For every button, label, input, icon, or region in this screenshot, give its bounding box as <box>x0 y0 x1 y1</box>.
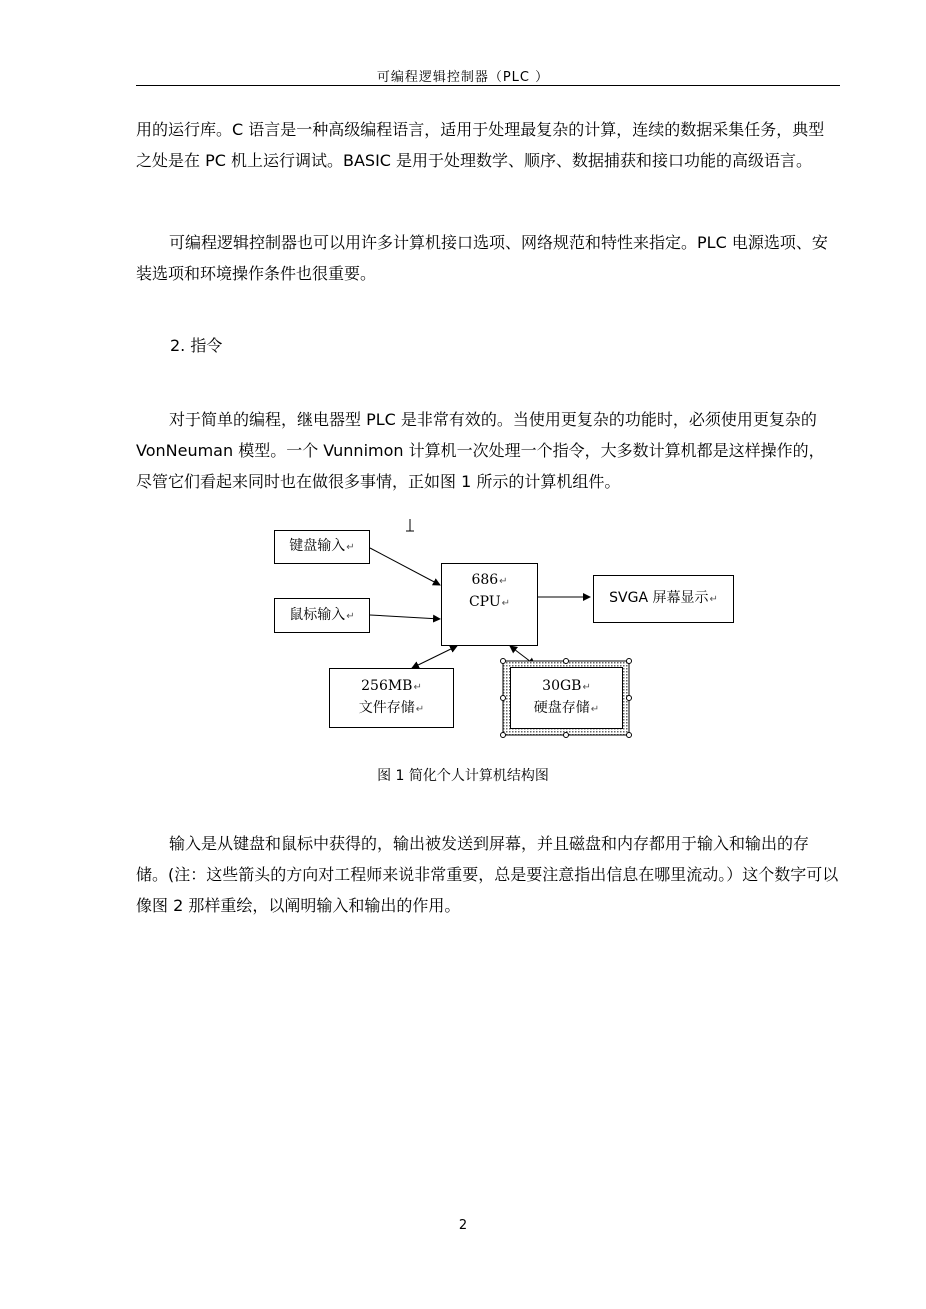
paragraph-2: 可编程逻辑控制器也可以用许多计算机接口选项、网络规范和特性来指定。PLC 电源选项、安装选项和环境操作条件也很重要。 <box>136 233 828 283</box>
figure-caption: 图 1 简化个人计算机结构图 <box>377 768 549 784</box>
paragraph-3: 对于简单的编程，继电器型 PLC 是非常有效的。当使用更复杂的功能时，必须使用更复杂的 VonNeuman 模型。一个 Vunnimon 计算机一次处理一个指令，大多数计算机都是这样操作的，尽管它们看起来同时也在做很多事情，正如图 1 所示的计算机组件。 <box>136 410 825 491</box>
computer-structure-diagram <box>260 515 750 745</box>
resize-handle[interactable] <box>500 732 506 738</box>
resize-handle[interactable] <box>626 658 632 664</box>
mouse-input-box: 鼠标输入↵ <box>274 598 370 633</box>
svga-display-box: SVGA 屏幕显示↵ <box>593 575 734 623</box>
section-heading: 2. 指令 <box>170 336 223 355</box>
paragraph-1: 用的运行库。C 语言是一种高级编程语言，适用于处理最复杂的计算，连续的数据采集任务，典型之处是在 PC 机上运行调试。BASIC 是用于处理数学、顺序、数据捕获和接口功能的高级语言。 <box>136 120 825 170</box>
resize-handle[interactable] <box>563 732 569 738</box>
page-number: 2 <box>458 1218 468 1233</box>
resize-handle[interactable] <box>500 695 506 701</box>
hard-disk-box: 30GB↵ 硬盘存储↵ <box>510 667 623 729</box>
arrow-keyboard-cpu <box>370 548 440 585</box>
header-rule <box>136 85 840 86</box>
paragraph-4: 输入是从键盘和鼠标中获得的，输出被发送到屏幕，并且磁盘和内存都用于输入和输出的存储。(注：这些箭头的方向对工程师来说非常重要，总是要注意指出信息在哪里流动。）这个数字可以像图 2 那样重绘，以阐明输入和输出的作用。 <box>136 834 839 915</box>
keyboard-input-box: 键盘输入↵ <box>274 530 370 564</box>
arrow-mouse-cpu <box>370 615 440 619</box>
cursor-mark <box>406 519 414 531</box>
resize-handle[interactable] <box>626 695 632 701</box>
arrow-cpu-memory <box>412 646 457 668</box>
resize-handle[interactable] <box>563 658 569 664</box>
cpu-box: 686↵ CPU↵ <box>441 563 538 646</box>
header-title: 可编程逻辑控制器（PLC ） <box>376 70 550 85</box>
memory-box: 256MB↵ 文件存储↵ <box>329 668 454 728</box>
resize-handle[interactable] <box>500 658 506 664</box>
resize-handle[interactable] <box>626 732 632 738</box>
